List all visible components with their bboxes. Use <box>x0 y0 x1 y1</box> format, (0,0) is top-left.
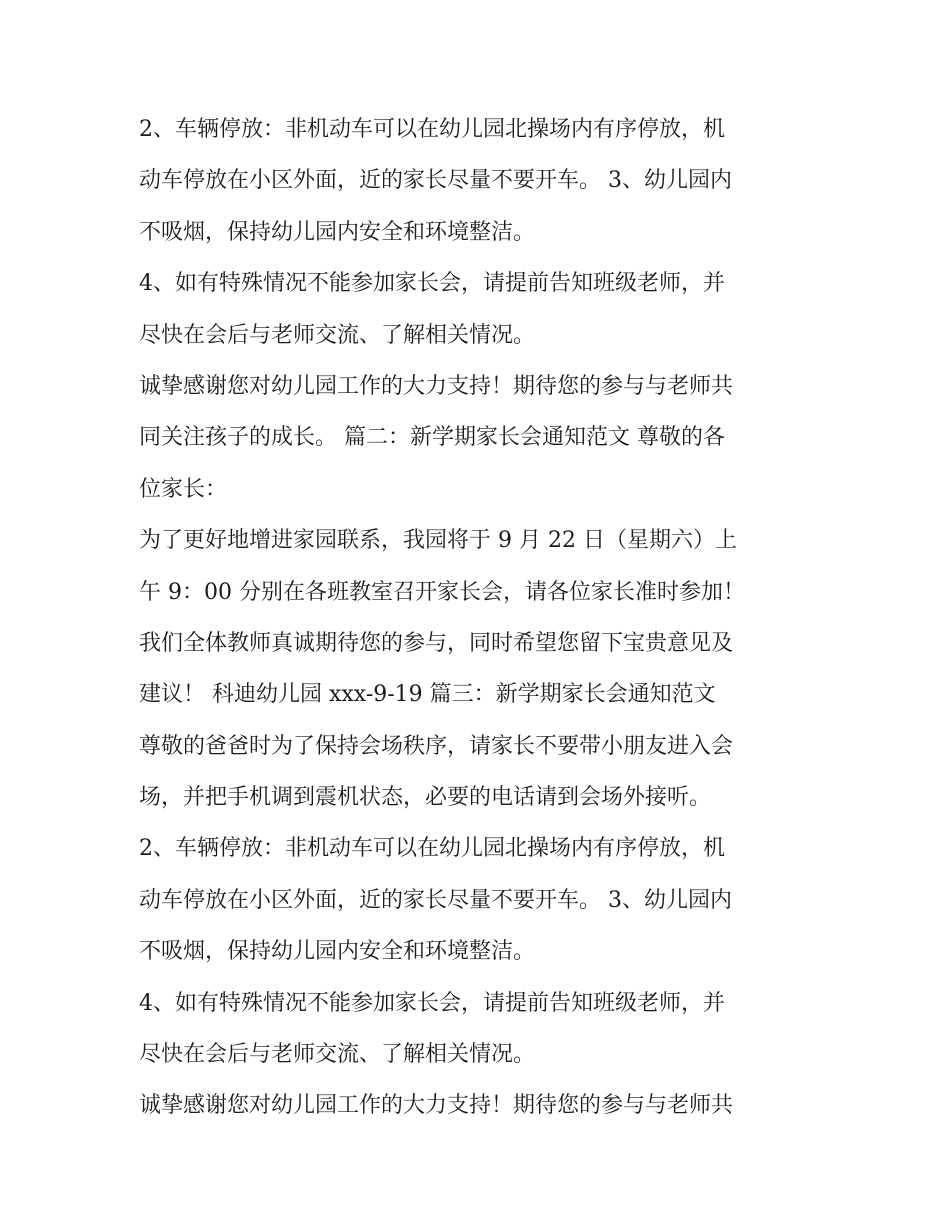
text-line: 动车停放在小区外面，近的家长尽量不要开车。 3、幼儿园内 <box>139 168 732 194</box>
text-line: 不吸烟，保持幼儿园内安全和环境整洁。 <box>139 219 536 245</box>
text-line: 动车停放在小区外面，近的家长尽量不要开车。 3、幼儿园内 <box>139 887 732 913</box>
text-line: 2、车辆停放：非机动车可以在幼儿园北操场内有序停放，机 <box>139 836 725 862</box>
document-body <box>139 104 829 1132</box>
text-line: 为了更好地增进家园联系，我园将于 9 月 22 日（星期六）上 <box>139 528 737 554</box>
text-line: 场，并把手机调到震机状态，必要的电话请到会场外接听。 <box>139 785 712 811</box>
text-line: 尽快在会后与老师交流、了解相关情况。 <box>139 1042 536 1068</box>
text-line: 同关注孩子的成长。 篇二：新学期家长会通知范文 尊敬的各 <box>139 425 725 451</box>
text-line: 2、车辆停放：非机动车可以在幼儿园北操场内有序停放，机 <box>139 117 725 142</box>
text-line: 我们全体教师真诚期待您的参与，同时希望您留下宝贵意见及 <box>139 630 734 656</box>
text-line: 不吸烟，保持幼儿园内安全和环境整洁。 <box>139 939 536 965</box>
text-line: 4、如有特殊情况不能参加家长会，请提前告知班级老师，并 <box>139 271 725 297</box>
text-line: 午 9：00 分别在各班教室召开家长会，请各位家长准时参加！ <box>139 579 745 605</box>
text-line: 4、如有特殊情况不能参加家长会，请提前告知班级老师，并 <box>139 990 725 1016</box>
text-line: 位家长： <box>139 476 228 502</box>
text-line: 尽快在会后与老师交流、了解相关情况。 <box>139 322 536 348</box>
text-line: 诚挚感谢您对幼儿园工作的大力支持！期待您的参与与老师共 <box>139 1093 734 1119</box>
text-line: 尊敬的爸爸时为了保持会场秩序，请家长不要带小朋友进入会 <box>139 733 734 759</box>
text-line: 诚挚感谢您对幼儿园工作的大力支持！期待您的参与与老师共 <box>139 373 734 399</box>
text-line: 建议！ 科迪幼儿园 xxx-9-19 篇三：新学期家长会通知范文 <box>139 682 716 708</box>
